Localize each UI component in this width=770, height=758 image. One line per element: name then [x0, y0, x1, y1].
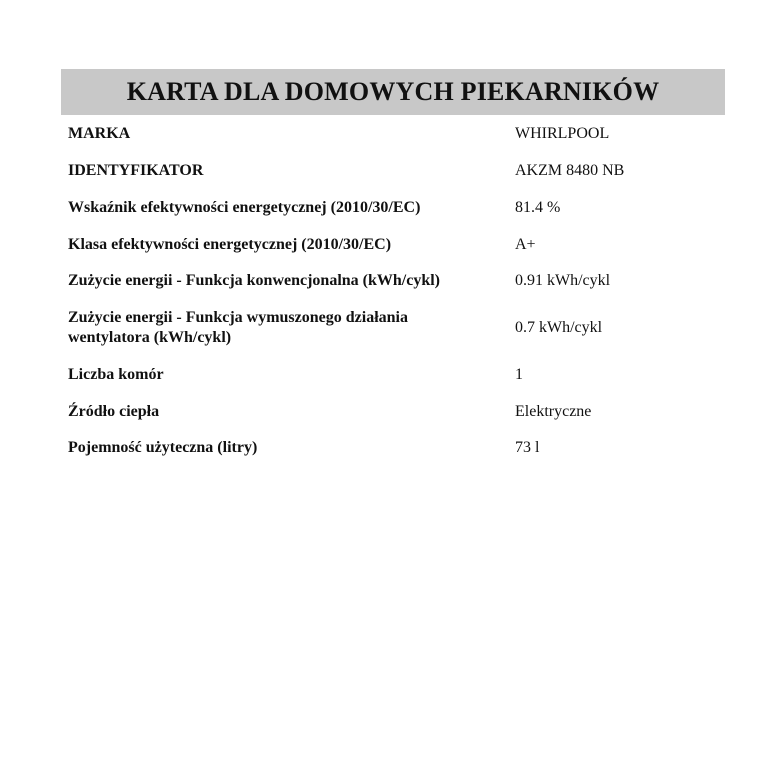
spec-label-efficiency-class: Klasa efektywności energetycznej (2010/30/EC) [68, 236, 392, 253]
spec-label-conventional-energy: Zużycie energii - Funkcja konwencjonalna (kWh/cykl) [68, 272, 441, 289]
spec-label-cavity-count: Liczba komór [68, 366, 164, 383]
spec-label-brand: MARKA [68, 125, 131, 142]
spec-value-usable-volume: 73 l [515, 439, 540, 456]
document-title: KARTA DLA DOMOWYCH PIEKARNIKÓW [126, 77, 660, 106]
spec-row-fan-energy [68, 307, 718, 349]
spec-row-efficiency-class [68, 234, 718, 256]
spec-row-identifier [68, 160, 718, 182]
spec-value-cavity-count: 1 [515, 366, 523, 383]
title-bar [61, 69, 725, 115]
spec-row-brand [68, 123, 718, 145]
spec-label-fan-energy: Zużycie energii - Funkcja wymuszonego działania wentylatora (kWh/cykl) [68, 309, 408, 346]
spec-value-fan-energy: 0.7 kWh/cykl [515, 319, 603, 336]
spec-row-efficiency-index [68, 197, 718, 219]
spec-row-usable-volume [68, 437, 718, 459]
spec-value-conventional-energy: 0.91 kWh/cykl [515, 272, 611, 289]
spec-value-heat-source: Elektryczne [515, 403, 592, 420]
spec-value-brand: WHIRLPOOL [515, 125, 610, 142]
spec-label-usable-volume: Pojemność użyteczna (litry) [68, 439, 258, 456]
spec-value-identifier: AKZM 8480 NB [515, 162, 625, 179]
spec-label-efficiency-index: Wskaźnik efektywności energetycznej (2010/30/EC) [68, 199, 421, 216]
spec-row-cavity-count [68, 364, 718, 386]
spec-label-identifier: IDENTYFIKATOR [68, 162, 204, 179]
spec-value-efficiency-index: 81.4 % [515, 199, 561, 216]
spec-label-heat-source: Źródło ciepła [68, 403, 160, 420]
spec-value-efficiency-class: A+ [515, 236, 536, 253]
spec-row-conventional-energy [68, 270, 718, 292]
spec-row-heat-source [68, 401, 718, 423]
